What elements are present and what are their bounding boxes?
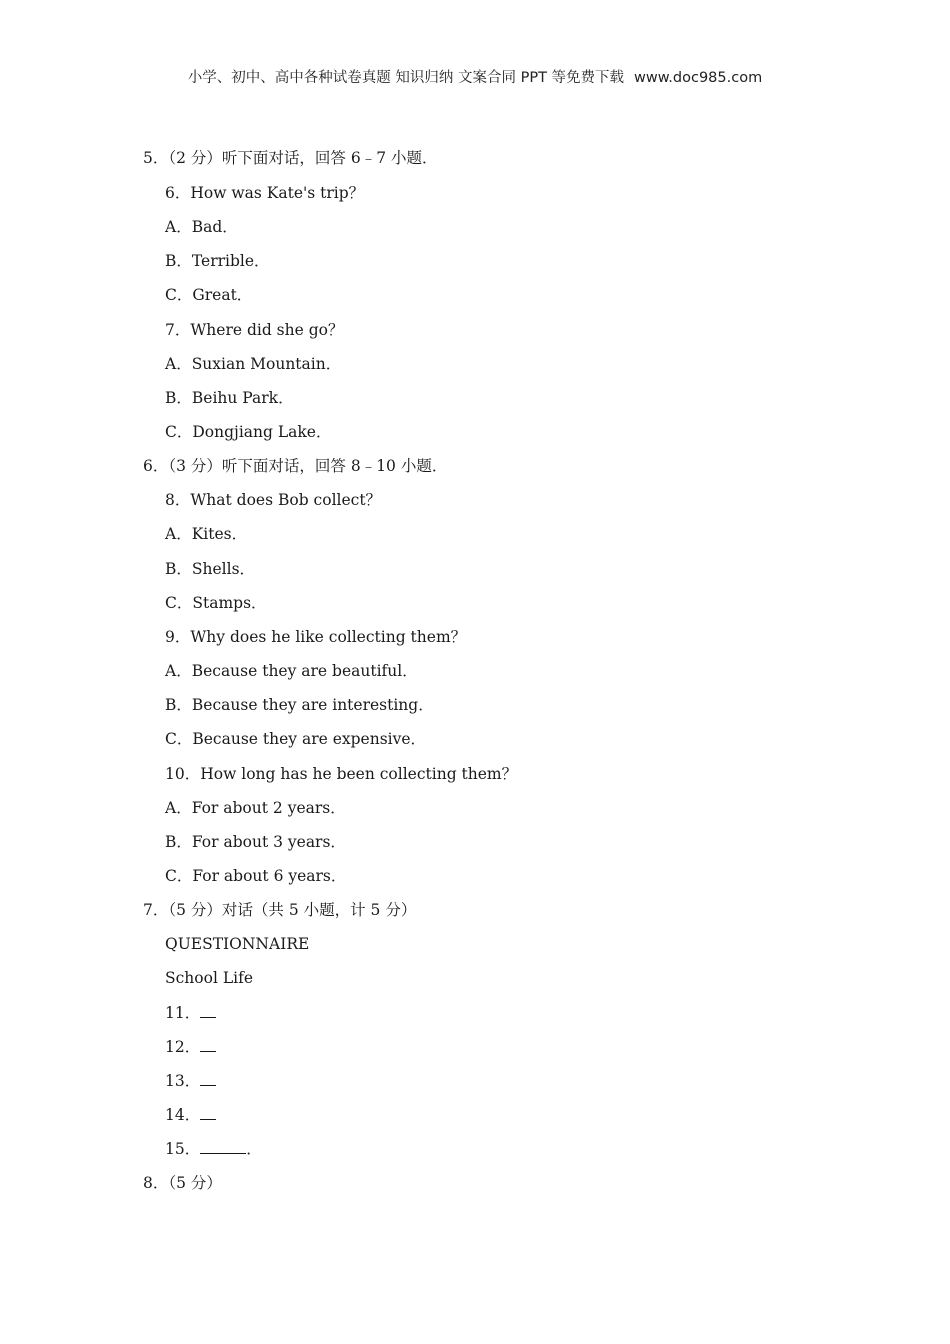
blank-12-number: 12． <box>165 1038 201 1056</box>
page-header <box>0 66 950 87</box>
question-5-heading: 5．（2 分）听下面对话，回答 6﹣7 小题． <box>143 149 438 167</box>
header-site: www.doc985.com <box>634 70 763 86</box>
question-8-heading: 8．（5 分） <box>143 1174 222 1192</box>
answer-blank-14[interactable] <box>200 1105 216 1120</box>
answer-blank-13[interactable] <box>200 1071 216 1086</box>
question-6-option-c: C．Great． <box>165 286 253 304</box>
question-8-option-b: B．Shells． <box>165 560 256 578</box>
questionnaire-title: QUESTIONNAIRE <box>165 935 310 953</box>
question-8-option-c: C．Stamps． <box>165 594 267 612</box>
question-8-option-a: A．Kites． <box>165 525 248 543</box>
answer-blank-11[interactable] <box>200 1003 216 1018</box>
blank-15-number: 15． <box>165 1140 201 1158</box>
question-6-heading: 6．（3 分）听下面对话，回答 8﹣10 小题． <box>143 457 448 475</box>
blank-11-number: 11． <box>165 1004 201 1022</box>
blank-item-14 <box>165 1105 216 1125</box>
answer-blank-15[interactable] <box>200 1139 246 1154</box>
question-8-stem: 8．What does Bob collect？ <box>165 491 382 509</box>
blank-item-15 <box>165 1139 262 1159</box>
question-7-option-a: A．Suxian Mountain． <box>165 355 342 373</box>
question-7-heading: 7．（5 分）对话（共 5 小题，计 5 分） <box>143 901 417 919</box>
question-6-option-b: B．Terrible． <box>165 252 270 270</box>
blank-14-number: 14． <box>165 1106 201 1124</box>
question-7-option-c: C．Dongjiang Lake． <box>165 423 332 441</box>
blank-15-period: ． <box>246 1140 262 1158</box>
question-10-option-a: A．For about 2 years． <box>165 799 346 817</box>
blank-item-12 <box>165 1037 216 1057</box>
header-text: 小学、初中、高中各种试卷真题 知识归纳 文案合同 PPT 等免费下载 <box>187 70 625 86</box>
question-9-option-a: A．Because they are beautiful． <box>165 662 418 680</box>
question-7-stem: 7．Where did she go？ <box>165 321 344 339</box>
question-6-stem: 6．How was Kate's trip？ <box>165 184 365 202</box>
question-10-option-c: C．For about 6 years． <box>165 867 347 885</box>
blank-13-number: 13． <box>165 1072 201 1090</box>
question-9-option-c: C．Because they are expensive． <box>165 730 427 748</box>
question-7-option-b: B．Beihu Park． <box>165 389 294 407</box>
question-9-stem: 9．Why does he like collecting them？ <box>165 628 467 646</box>
question-9-option-b: B．Because they are interesting． <box>165 696 434 714</box>
blank-item-13 <box>165 1071 216 1091</box>
questionnaire-subtitle: School Life <box>165 969 253 987</box>
question-10-stem: 10．How long has he been collecting them？ <box>165 765 518 783</box>
question-6-option-a: A．Bad． <box>165 218 238 236</box>
answer-blank-12[interactable] <box>200 1037 216 1052</box>
question-10-option-b: B．For about 3 years． <box>165 833 346 851</box>
blank-item-11 <box>165 1003 216 1023</box>
